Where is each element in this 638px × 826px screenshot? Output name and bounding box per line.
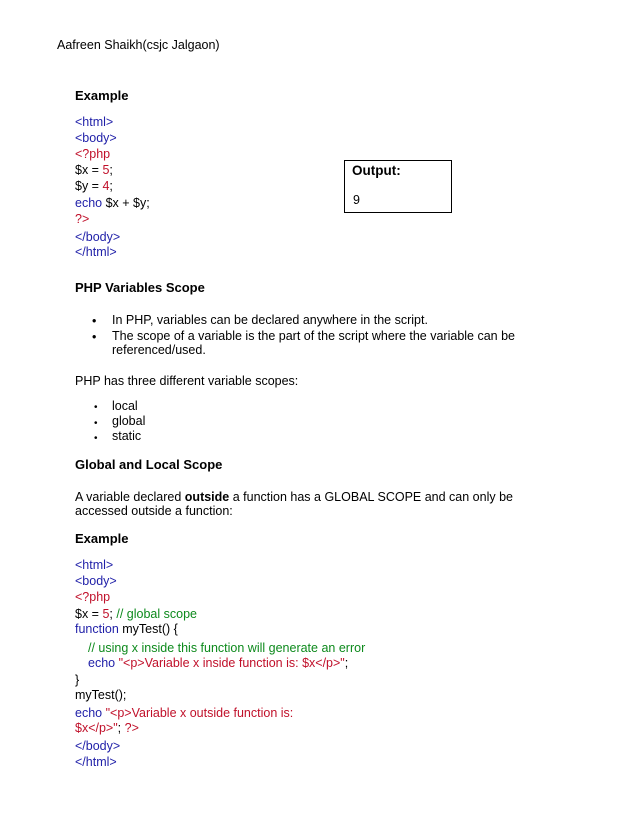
paragraph-text: a function has a GLOBAL SCOPE and can only be (229, 490, 513, 504)
bullet-marker: • (92, 314, 97, 328)
bullet-marker: • (94, 418, 98, 429)
output-box (344, 160, 452, 213)
code-token: ; (109, 179, 113, 193)
code-token: $x = (75, 163, 103, 177)
paragraph: PHP has three different variable scopes: (75, 374, 299, 388)
code-line: ?> (75, 212, 90, 226)
code-line (75, 196, 150, 210)
example-heading: Example (75, 531, 129, 546)
code-line (75, 607, 197, 621)
code-line: </body> (75, 230, 121, 244)
code-line (75, 179, 113, 193)
list-item: global (112, 414, 146, 428)
code-token: ?> (124, 721, 139, 735)
bullet-marker: • (94, 402, 98, 413)
code-line (75, 721, 139, 735)
code-line: <?php (75, 147, 111, 161)
code-token: echo (75, 706, 106, 720)
code-token: 5 (102, 607, 110, 621)
code-line (88, 656, 348, 670)
code-token: echo (88, 656, 119, 670)
code-token: ; (109, 607, 117, 621)
paragraph-text: A variable declared (75, 490, 185, 504)
bullet-text-continuation: referenced/used. (112, 343, 206, 357)
list-item: local (112, 399, 138, 413)
code-token: ; (344, 656, 349, 670)
code-line: <html> (75, 558, 114, 572)
code-token: function (75, 622, 123, 636)
code-comment: // using x inside this function will generate an error (88, 641, 366, 655)
code-token: echo (75, 196, 106, 210)
code-line: <body> (75, 574, 117, 588)
section-heading: Global and Local Scope (75, 457, 223, 472)
code-line: <body> (75, 131, 117, 145)
code-string: $x</p>" (75, 721, 118, 735)
bullet-marker: • (94, 433, 98, 444)
example-heading: Example (75, 88, 129, 103)
paragraph (75, 490, 513, 504)
paragraph-continuation: accessed outside a function: (75, 504, 233, 518)
code-token: ; (117, 721, 125, 735)
output-value: 9 (353, 193, 360, 207)
code-line (75, 163, 113, 177)
code-token: myTest() { (122, 622, 178, 636)
code-token: $y = (75, 179, 103, 193)
code-token: $x = (75, 607, 103, 621)
code-line: </html> (75, 245, 117, 259)
code-string: "<p>Variable x outside function is: (105, 706, 294, 720)
code-line: </html> (75, 755, 117, 769)
code-string: "<p>Variable x inside function is: $x</p>" (118, 656, 345, 670)
code-line: } (75, 673, 80, 687)
code-comment: // global scope (116, 607, 197, 621)
page-header-author: Aafreen Shaikh(csjc Jalgaon) (57, 38, 220, 52)
code-token: 4 (102, 179, 110, 193)
bullet-text: The scope of a variable is the part of the script where the variable can be (112, 329, 516, 343)
paragraph-bold: outside (184, 490, 230, 504)
code-line (75, 622, 178, 636)
code-token: $x + $y; (105, 196, 150, 210)
bullet-marker: • (92, 330, 97, 344)
code-line (75, 706, 293, 720)
code-line: <html> (75, 115, 114, 129)
bullet-text: In PHP, variables can be declared anywhere in the script. (112, 313, 428, 327)
code-line: </body> (75, 739, 121, 753)
output-title: Output: (352, 163, 401, 178)
list-item: static (112, 429, 142, 443)
code-line: myTest(); (75, 688, 127, 702)
code-line: <?php (75, 590, 111, 604)
code-token: ; (109, 163, 113, 177)
code-token: 5 (102, 163, 110, 177)
section-heading: PHP Variables Scope (75, 280, 205, 295)
